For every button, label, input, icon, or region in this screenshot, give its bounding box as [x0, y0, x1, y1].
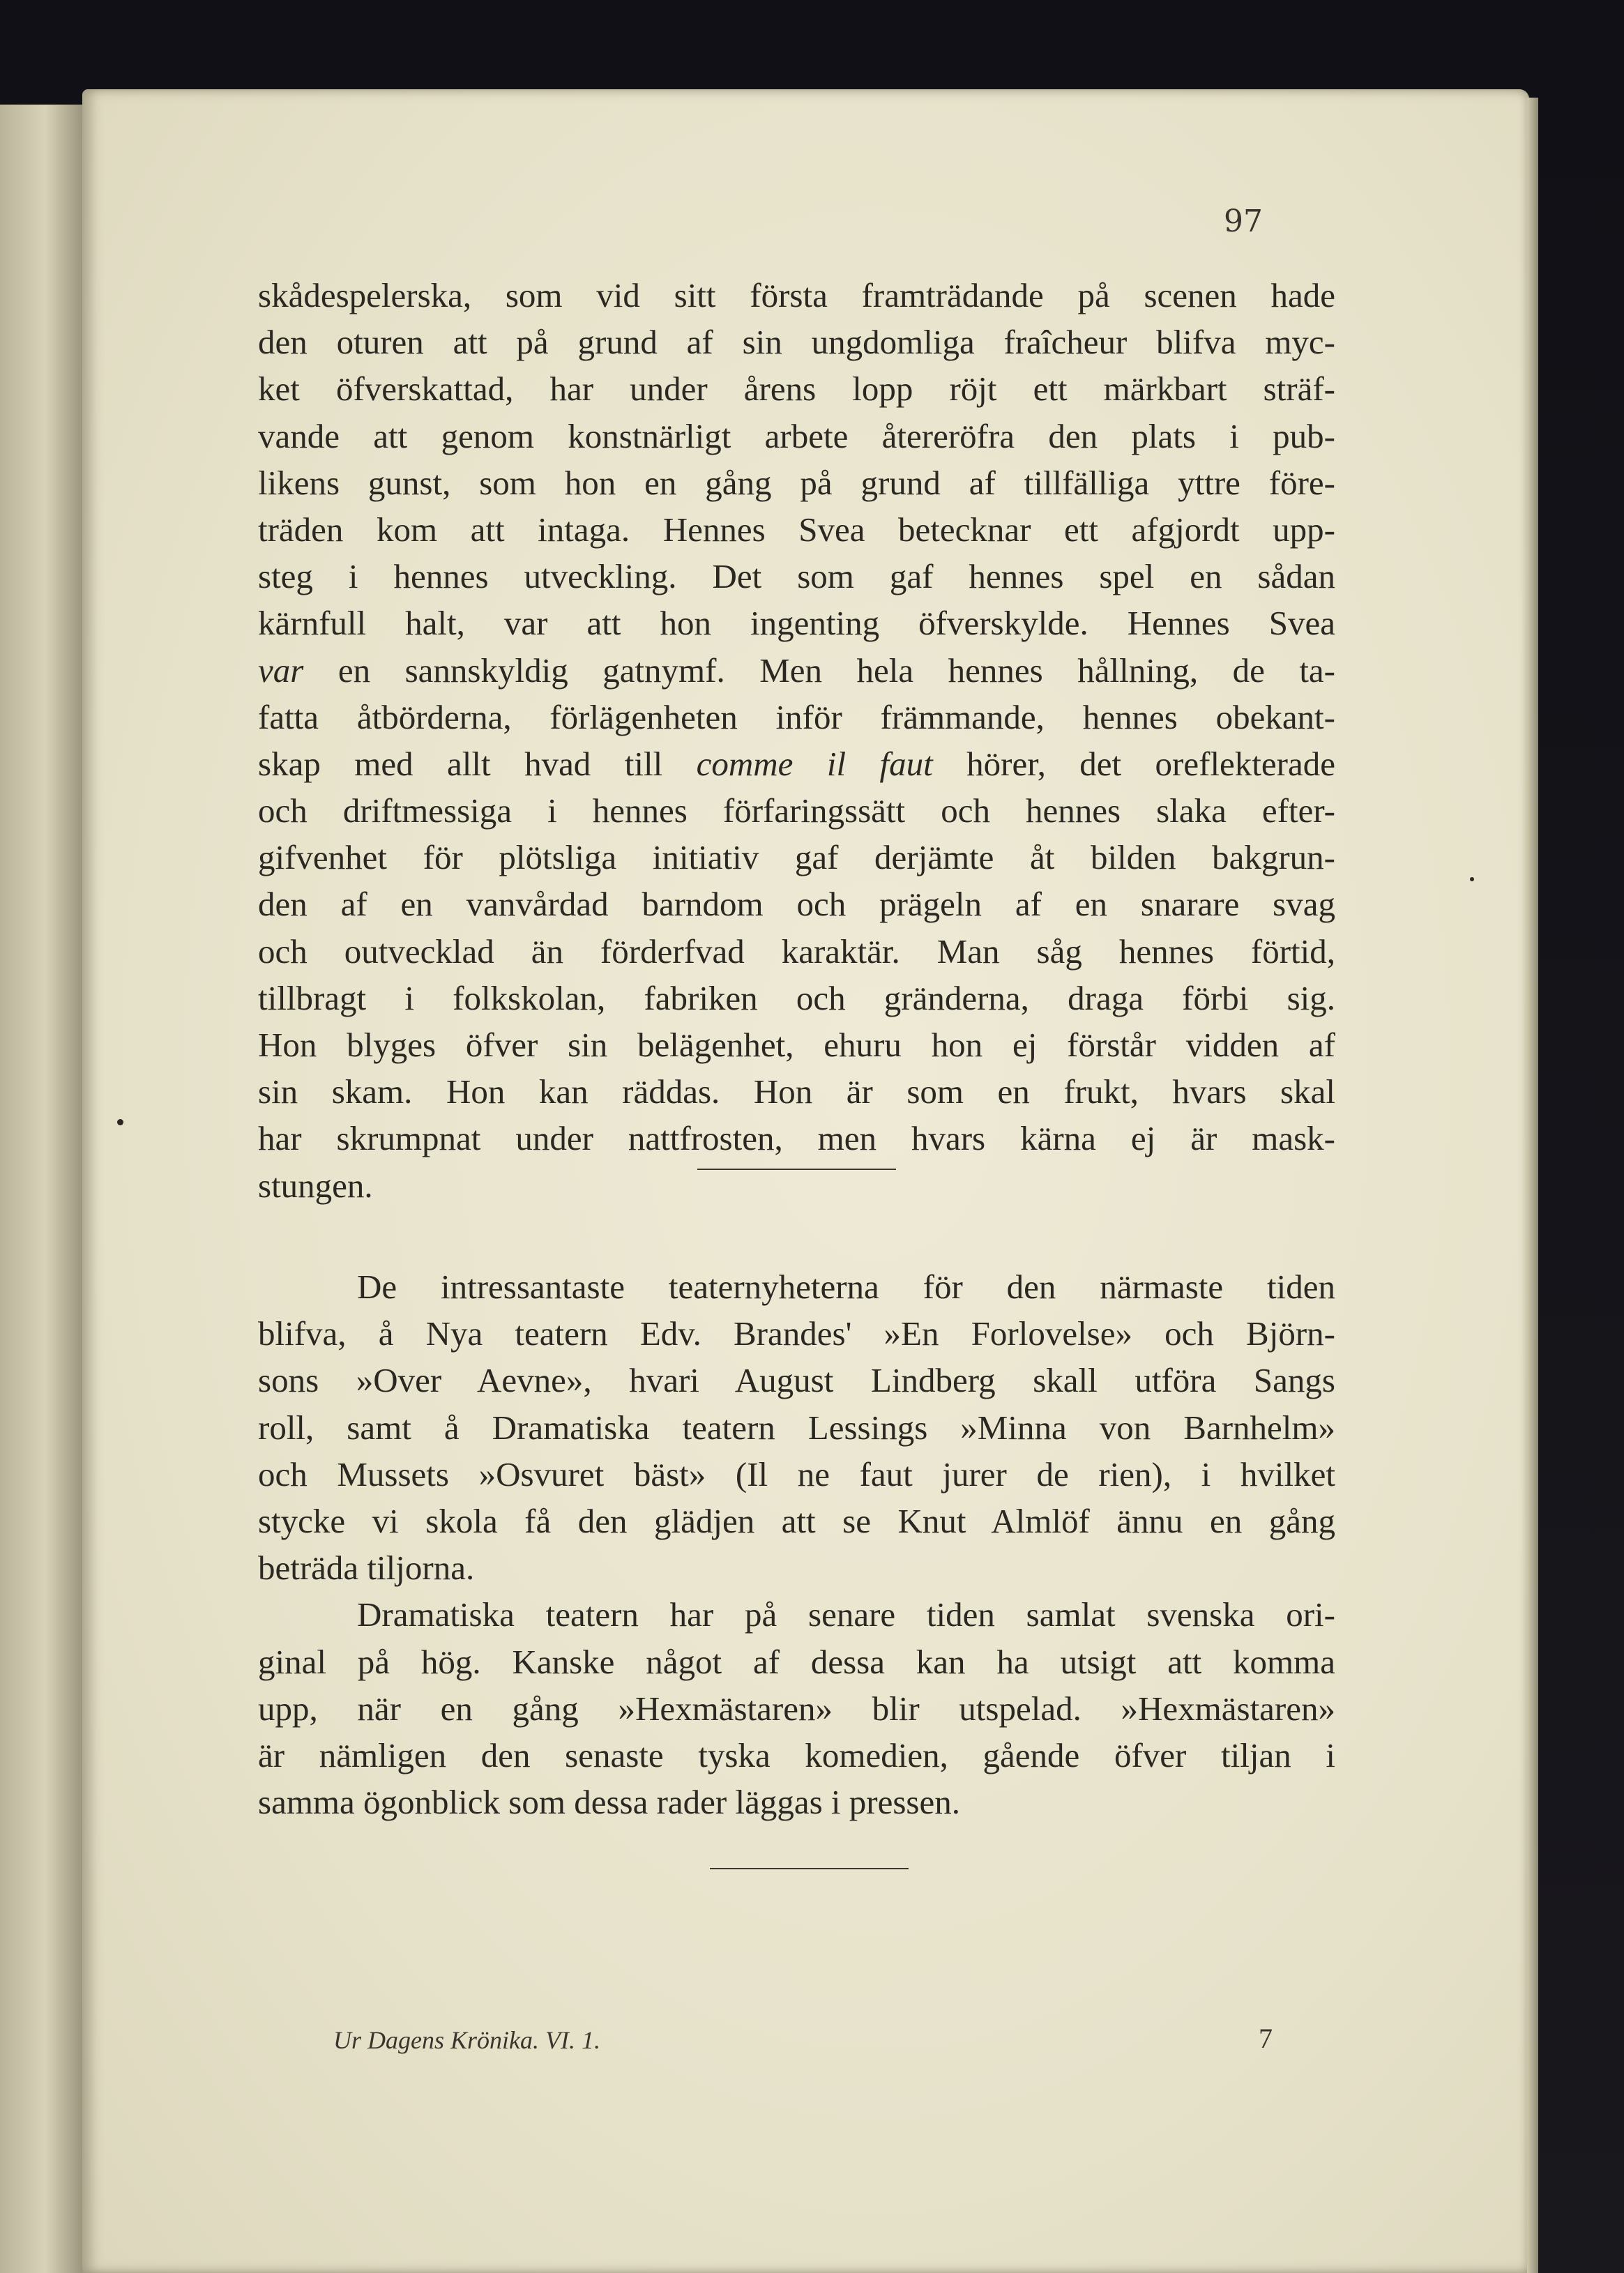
page-number: 97	[1224, 204, 1263, 239]
text-line: likens gunst, som hon en gång på grund af tillfälliga yttre före-	[258, 463, 1335, 502]
paragraph-2	[258, 1263, 1335, 1825]
footer-source: Ur Dagens Krönika. VI. 1.	[333, 2026, 600, 2054]
signature-mark: 7	[1259, 2023, 1273, 2054]
text-line: kärnfull halt, var att hon ingenting öfverskylde. Hennes Svea	[258, 604, 1335, 643]
text-line: steg i hennes utveckling. Det som gaf hennes spel en sådan	[258, 557, 1335, 596]
text-line: gifvenhet för plötsliga initiativ gaf derjämte åt bilden bakgrun-	[258, 838, 1335, 877]
text-line: den af en vanvårdad barndom och prägeln af en snarare svag	[258, 885, 1335, 924]
previous-page-edge	[0, 105, 84, 2273]
text-line: Dramatiska teatern har på senare tiden samlat svenska ori-	[357, 1595, 1335, 1634]
section-divider	[710, 1868, 909, 1869]
text-line	[258, 647, 1335, 694]
text-line: Hon blyges öfver sin belägenhet, ehuru hon ej förstår vidden af	[258, 1026, 1335, 1064]
ink-speck	[1470, 877, 1474, 881]
text-line: De intressantaste teaternyheterna för den närmaste tiden	[357, 1268, 1335, 1306]
ink-speck	[117, 1119, 123, 1125]
text-line: beträda tiljorna.	[258, 1549, 475, 1588]
text-line: ginal på hög. Kanske något af dessa kan ha utsigt att komma	[258, 1642, 1335, 1681]
text-line: vande att genom konstnärligt arbete återeröfra den plats i pub-	[258, 416, 1335, 455]
text-line: stycke vi skola få den glädjen att se Knut Almlöf ännu en gång	[258, 1501, 1335, 1540]
text-line: sons »Over Aevne», hvari August Lindberg skall utföra Sangs	[258, 1361, 1335, 1400]
italic-phrase: comme il faut	[696, 744, 933, 783]
text-line: tillbragt i folkskolan, fabriken och gränderna, draga förbi sig.	[258, 978, 1335, 1017]
page-edge	[1527, 98, 1538, 2273]
text-line: ket öfverskattad, har under årens lopp röjt ett märkbart sträf-	[258, 370, 1335, 409]
text-run: en sannskyldig gatnymf. Men hela hennes hållning, de ta-	[303, 651, 1335, 690]
text-line	[258, 740, 1335, 787]
text-line: sin skam. Hon kan räddas. Hon är som en frukt, hvars skal	[258, 1072, 1335, 1111]
text-line: och outvecklad än förderfvad karaktär. Man såg hennes förtid,	[258, 932, 1335, 971]
text-line: den oturen att på grund af sin ungdomliga fraîcheur blifva myc-	[258, 323, 1335, 362]
text-line: är nämligen den senaste tyska komedien, gående öfver tiljan i	[258, 1735, 1335, 1774]
text-line: och driftmessiga i hennes förfaringssätt och hennes slaka efter-	[258, 791, 1335, 830]
text-run: hörer, det oreflekterade	[932, 744, 1335, 783]
text-line: skådespelerska, som vid sitt första framträdande på scenen hade	[258, 276, 1335, 314]
section-divider	[697, 1169, 896, 1170]
text-line: samma ögonblick som dessa rader läggas i pressen.	[258, 1783, 960, 1822]
paragraph-1	[258, 272, 1335, 1209]
text-line: fatta åtbörderna, förlägenheten inför främmande, hennes obekant-	[258, 697, 1335, 736]
text-line: och Mussets »Osvuret bäst» (Il ne faut jurer de rien), i hvilket	[258, 1454, 1335, 1493]
text-line: har skrumpnat under nattfrosten, men hvars kärna ej är mask-	[258, 1119, 1335, 1158]
text-line: träden kom att intaga. Hennes Svea betecknar ett afgjordt upp-	[258, 510, 1335, 549]
text-line: stungen.	[258, 1166, 373, 1205]
italic-word: var	[258, 651, 304, 690]
text-line: upp, när en gång »Hexmästaren» blir utspelad. »Hexmästaren»	[258, 1689, 1335, 1728]
text-line: blifva, å Nya teatern Edv. Brandes' »En Forlovelse» och Björn-	[258, 1314, 1335, 1353]
text-line: roll, samt å Dramatiska teatern Lessings »Minna von Barnhelm»	[258, 1408, 1335, 1447]
text-run: skap med allt hvad till	[258, 744, 697, 783]
